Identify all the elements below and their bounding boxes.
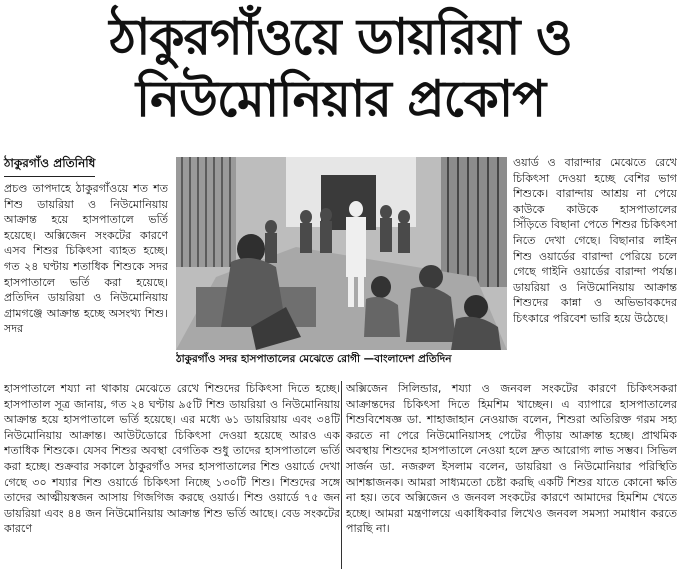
article-paragraph: হাসপাতালে শয্যা না থাকায় মেঝেতে রেখে শিশুদের চিকিৎসা দিতে হচ্ছে। হাসপাতাল সূত্র জানায়, গত ২৪ ঘণ্টায় ৯৫টি শিশু ডায়রিয়া ও নিউমোনিয়ায় আক্রান্ত হয়ে হাসপাতালে ভর্তি হয়েছে। এর মধ্যে ৬১ ডায়রিয়ায় এবং ৩৪টি নিউমোনিয়ায় আক্রান্ত। আউটডোরে চিকিৎসা দেওয়া হয়েছে আরও এক শতাধিক শিশুকে। যেসব শিশুর অবস্থা বেগতিক শুধু তাদের হাসপাতালে ভর্তি করা হচ্ছে। শুক্রবার সকালে ঠাকুরগাঁও সদর হাসপাতালের শিশু ওয়ার্ডে দেখা গেছে ৩০ শয্যার শিশু ওয়ার্ডে চিকিৎসা নিচ্ছে ১৩০টি শিশু। শিশুদের সঙ্গে তাদের আত্মীয়স্বজন আসায় গিজগিজ করছে ওয়ার্ড। শিশু ওয়ার্ডে ৭৫ জন ডায়রিয়া এবং ৪৪ জন নিউমোনিয়ায় আক্রান্ত শিশু ভর্তি আছে। বেড সংকটের কারণে xyxy=(4,382,340,536)
article-bottom-left xyxy=(4,381,340,571)
hospital-ward-image xyxy=(176,157,507,350)
article-paragraph: প্রচণ্ড তাপদাহে ঠাকুরগাঁওয়ে শত শত শিশু ডায়রিয়া ও নিউমোনিয়ায় আক্রান্ত হয়ে হাসপাতালে ভর্তি হয়েছে। অক্সিজেন সংকটের কারণে এসব শিশুর চিকিৎসা ব্যাহত হচ্ছে। গত ২৪ ঘণ্টায় শতাধিক শিশুকে সদর হাসপাতালে ভর্তি করা হয়েছে। প্রতিদিন ডায়রিয়া ও নিউমোনিয়ায় গ্রামগঞ্জে আক্রান্ত হচ্ছে অসংখ্য শিশু। সদর xyxy=(4,182,168,336)
article-bottom-right xyxy=(346,381,677,571)
headline-line-2: নিউমোনিয়ার প্রকোপ xyxy=(135,70,546,128)
photo-caption: ঠাকুরগাঁও সদর হাসপাতালের মেঝেতে রোগী —বাংলাদেশ প্রতিদিন xyxy=(176,353,452,365)
byline: ঠাকুরগাঁও প্রতিনিধি xyxy=(4,155,95,177)
headline xyxy=(0,6,681,130)
column-divider xyxy=(341,381,342,569)
article-column-right xyxy=(513,155,677,365)
news-photo xyxy=(176,157,507,350)
article-column-left xyxy=(4,181,168,379)
headline-line-1: ঠাকুরগাঁওয়ে ডায়রিয়া ও xyxy=(109,8,572,66)
article-paragraph: ওয়ার্ড ও বারান্দার মেঝেতে রেখে চিকিৎসা দেওয়া হচ্ছে বেশির ভাগ শিশুকে। বারান্দায় আশ্রয় না পেয়ে কাউকে কাউকে হাসপাতালের সিঁড়িতে বিছানা পেতে শিশুর চিকিৎসা নিতে দেখা গেছে। বিছানার লাইন শিশু ওয়ার্ডের বারান্দা পেরিয়ে চলে গেছে গাইনি ওয়ার্ডের বারান্দা পর্যন্ত। ডায়রিয়া ও নিউমোনিয়ায় আক্রান্ত শিশুদের কান্না ও অভিভাবকদের চিৎকারে পরিবেশ ভারি হয়ে উঠেছে। xyxy=(513,156,677,325)
article-paragraph: অক্সিজেন সিলিন্ডার, শয্যা ও জনবল সংকটের কারণে চিকিৎসকরা আক্রান্তদের চিকিৎসা দিতে হিমশিম খাচ্ছেন। এ ব্যাপারে হাসপাতালের শিশুবিশেষজ্ঞ ডা. শাহাজাহান নেওয়াজ বলেন, শিশুরা অতিরিক্ত গরম সহ্য করতে না পেরে নিউমোনিয়াসহ পেটের পীড়ায় আক্রান্ত হচ্ছে। প্রাথমিক অবস্থায় শিশুদের হাসপাতালে নেওয়া হলে দ্রুত আরোগ্য লাভ সম্ভব। সিভিল সার্জন ডা. নজরুল ইসলাম বলেন, ডায়রিয়া ও নিউমোনিয়ার পরিস্থিতি আশঙ্কাজনক। আমরা সাধ্যমতো চেষ্টা করছি একটি শিশুর যাতে কোনো ক্ষতি না হয়। তবে অক্সিজেন ও জনবল সংকটের কারণে আমাদের হিমশিম খেতে হচ্ছে। আমরা মন্ত্রণালয়ে একাধিকবার লিখেও জনবল সমস্যা সমাধান করতে পারছি না। xyxy=(346,382,677,536)
